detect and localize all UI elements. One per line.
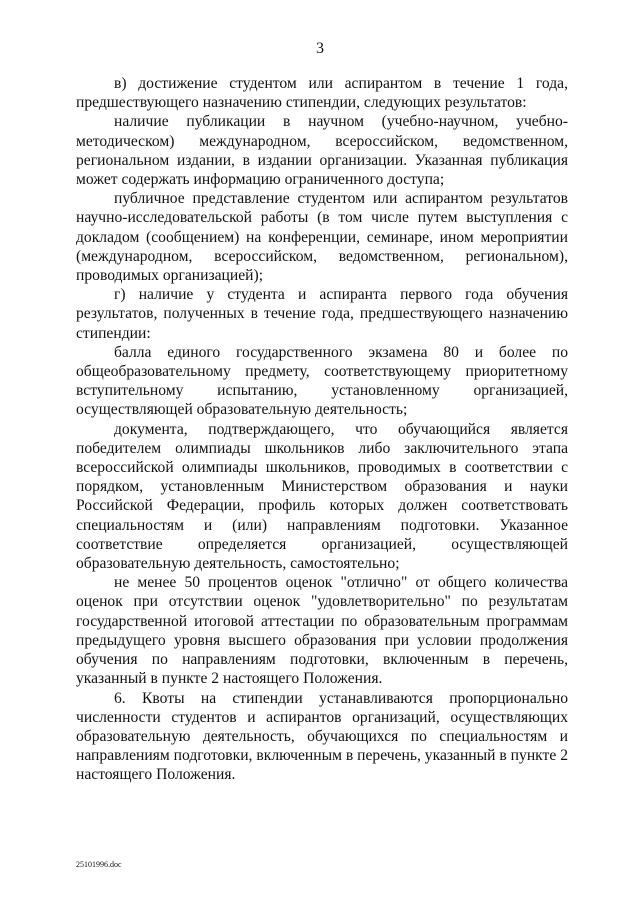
paragraph-item-v: в) достижение студентом или аспирантом в течение 1 года, предшествующего назначению стипендии, следующих результатов: — [76, 75, 568, 112]
paragraph-item-g: г) наличие у студента и аспиранта первого года обучения результатов, полученных в течение года, предшествующего назначению стипендии: — [76, 286, 568, 342]
paragraph-excellent-grades: не менее 50 процентов оценок "отлично" от общего количества оценок при отсутствии оценок "удовлетворительно" по результатам государственной итоговой аттестации по образовательным программам предыдущего уровня высшего образования при условии продолжения обучения по направлениям подготовки, включенным в перечень, указанный в пункте 2 настоящего Положения. — [76, 574, 568, 688]
paragraph-olympiad-document: документа, подтверждающего, что обучающийся является победителем олимпиады школьников либо заключительного этапа всероссийской олимпиады школьников, проводимых в соответствии с порядком, установленным Министерством образования и науки Российской Федерации, профиль которых должен соответствовать специальностям и (или) направлениям подготовки. Указанное соответствие определяется организацией, осуществляющей образовательную деятельность, самостоятельно; — [76, 420, 568, 573]
document-body — [76, 74, 568, 785]
document-code: 25101996.doc — [76, 860, 122, 869]
paragraph-exam-score: балла единого государственного экзамена 80 и более по общеобразовательному предмету, соответствующему приоритетному вступительному испытанию, установленному организацией, осуществляющей образовательную деятельность; — [76, 343, 568, 419]
paragraph-publication: наличие публикации в научном (учебно-научном, учебно-методическом) международном, всероссийском, ведомственном, региональном издании, в издании организации. Указанная публикация может содержать информацию ограниченного доступа; — [76, 113, 568, 189]
paragraph-public-presentation: публичное представление студентом или аспирантом результатов научно-исследовательской работы (в том числе путем выступления с докладом (сообщением) на конференции, семинаре, ином мероприятии (международном, всероссийском, ведомственном, региональном), проводимых организацией); — [76, 190, 568, 285]
paragraph-quotas: 6. Квоты на стипендии устанавливаются пропорционально численности студентов и аспирантов организаций, осуществляющих образовательную деятельность, обучающихся по специальностям и направлениям подготовки, включенным в перечень, указанный в пункте 2 настоящего Положения. — [76, 689, 568, 784]
page-number: 3 — [316, 40, 324, 57]
